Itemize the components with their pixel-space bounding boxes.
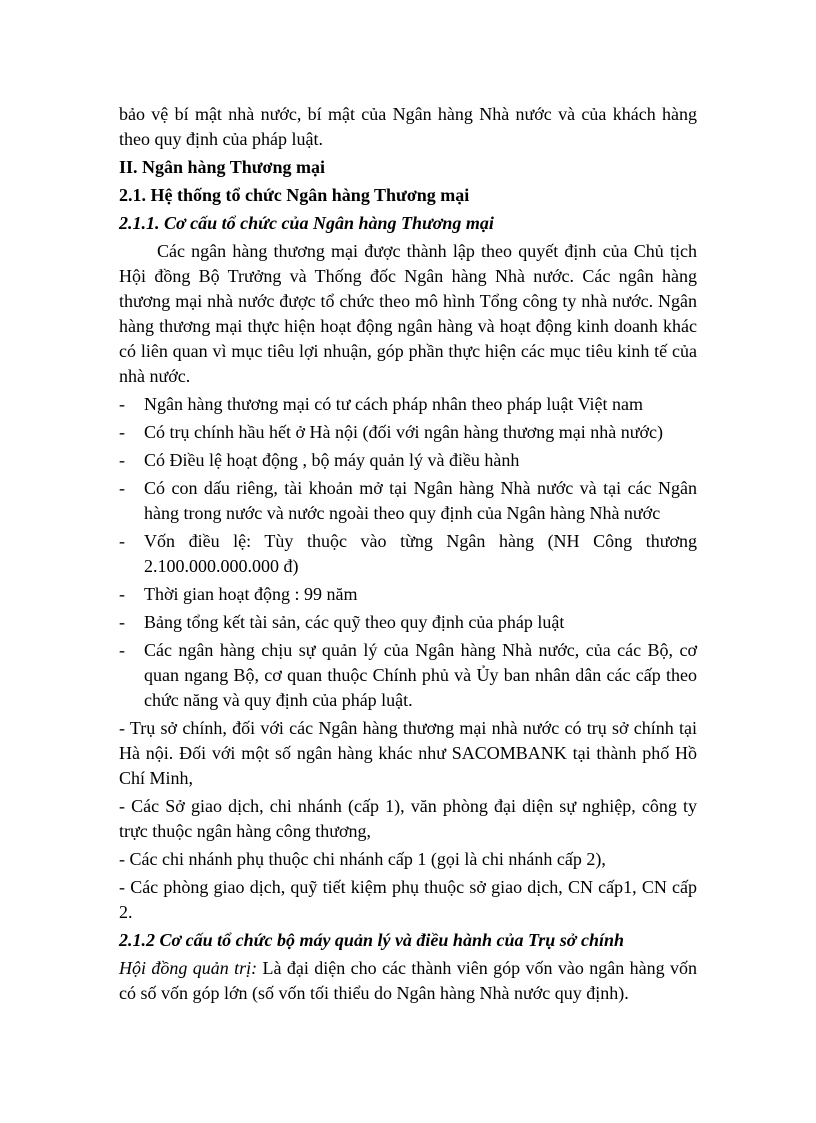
board-definition: Là đại diện cho các thành viên góp vốn vào ngân hàng vốn có số vốn góp lớn (số vốn tối thiểu do Ngân hàng Nhà nước quy định). — [119, 958, 697, 1003]
list-item: - Bảng tổng kết tài sản, các quỹ theo quy định của pháp luật — [119, 610, 697, 635]
dash-marker: - — [119, 394, 125, 414]
section-heading-2-1-2: 2.1.2 Cơ cấu tổ chức bộ máy quản lý và điều hành của Trụ sở chính — [119, 930, 624, 950]
list-item: - Các ngân hàng chịu sự quản lý của Ngân hàng Nhà nước, của các Bộ, cơ quan ngang Bộ, cơ quan thuộc Chính phủ và Ủy ban nhân dân các cấp theo chức năng và quy định của pháp luật. — [119, 640, 697, 710]
paragraph-sub-branches: - Các chi nhánh phụ thuộc chi nhánh cấp 1 (gọi là chi nhánh cấp 2), — [119, 849, 606, 869]
intro-paragraph: bảo vệ bí mật nhà nước, bí mật của Ngân hàng Nhà nước và của khách hàng theo quy định của pháp luật. — [119, 104, 697, 149]
list-item: - Thời gian hoạt động : 99 năm — [119, 582, 697, 607]
document-page — [119, 102, 697, 1006]
list-item: - Có con dấu riêng, tài khoản mở tại Ngân hàng Nhà nước và tại các Ngân hàng trong nước và nước ngoài theo quy định của Ngân hàng Nhà nước — [119, 478, 697, 523]
section-heading-ii: II. Ngân hàng Thương mại — [119, 157, 326, 177]
dash-marker: - — [119, 531, 125, 551]
dash-marker: - — [119, 478, 125, 498]
bullet-list — [119, 392, 697, 713]
section-heading-2-1: 2.1. Hệ thống tổ chức Ngân hàng Thương mại — [119, 185, 470, 205]
dash-marker: - — [119, 450, 125, 470]
paragraph-establishment: Các ngân hàng thương mại được thành lập theo quyết định của Chủ tịch Hội đồng Bộ Trưởng và Thống đốc Ngân hàng Nhà nước. Các ngân hàng thương mại nhà nước được tổ chức theo mô hình Tổng công ty nhà nước. Ngân hàng thương mại thực hiện hoạt động ngân hàng và hoạt động kinh doanh khác có liên quan vì mục tiêu lợi nhuận, góp phần thực hiện các mục tiêu kinh tế của nhà nước. — [119, 241, 697, 386]
dash-marker: - — [119, 640, 125, 660]
board-term: Hội đồng quản trị: — [119, 958, 258, 978]
dash-marker: - — [119, 422, 125, 442]
paragraph-board-of-directors — [119, 956, 697, 1006]
dash-marker: - — [119, 612, 125, 632]
list-item: - Có trụ chính hầu hết ở Hà nội (đối với ngân hàng thương mại nhà nước) — [119, 420, 697, 445]
section-heading-2-1-1: 2.1.1. Cơ cấu tổ chức của Ngân hàng Thương mại — [119, 213, 494, 233]
paragraph-transaction-rooms: - Các phòng giao dịch, quỹ tiết kiệm phụ thuộc sở giao dịch, CN cấp1, CN cấp 2. — [119, 877, 697, 922]
paragraph-transaction-offices: - Các Sở giao dịch, chi nhánh (cấp 1), văn phòng đại diện sự nghiệp, công ty trực thuộc ngân hàng công thương, — [119, 796, 697, 841]
list-item: - Có Điều lệ hoạt động , bộ máy quản lý và điều hành — [119, 448, 697, 473]
list-item: - Vốn điều lệ: Tùy thuộc vào từng Ngân hàng (NH Công thương 2.100.000.000.000 đ) — [119, 531, 697, 576]
list-item: - Ngân hàng thương mại có tư cách pháp nhân theo pháp luật Việt nam — [119, 392, 697, 417]
dash-marker: - — [119, 584, 125, 604]
paragraph-head-office: - Trụ sở chính, đối với các Ngân hàng thương mại nhà nước có trụ sở chính tại Hà nội. Đối với một số ngân hàng khác như SACOMBANK tại thành phố Hồ Chí Minh, — [119, 718, 697, 788]
